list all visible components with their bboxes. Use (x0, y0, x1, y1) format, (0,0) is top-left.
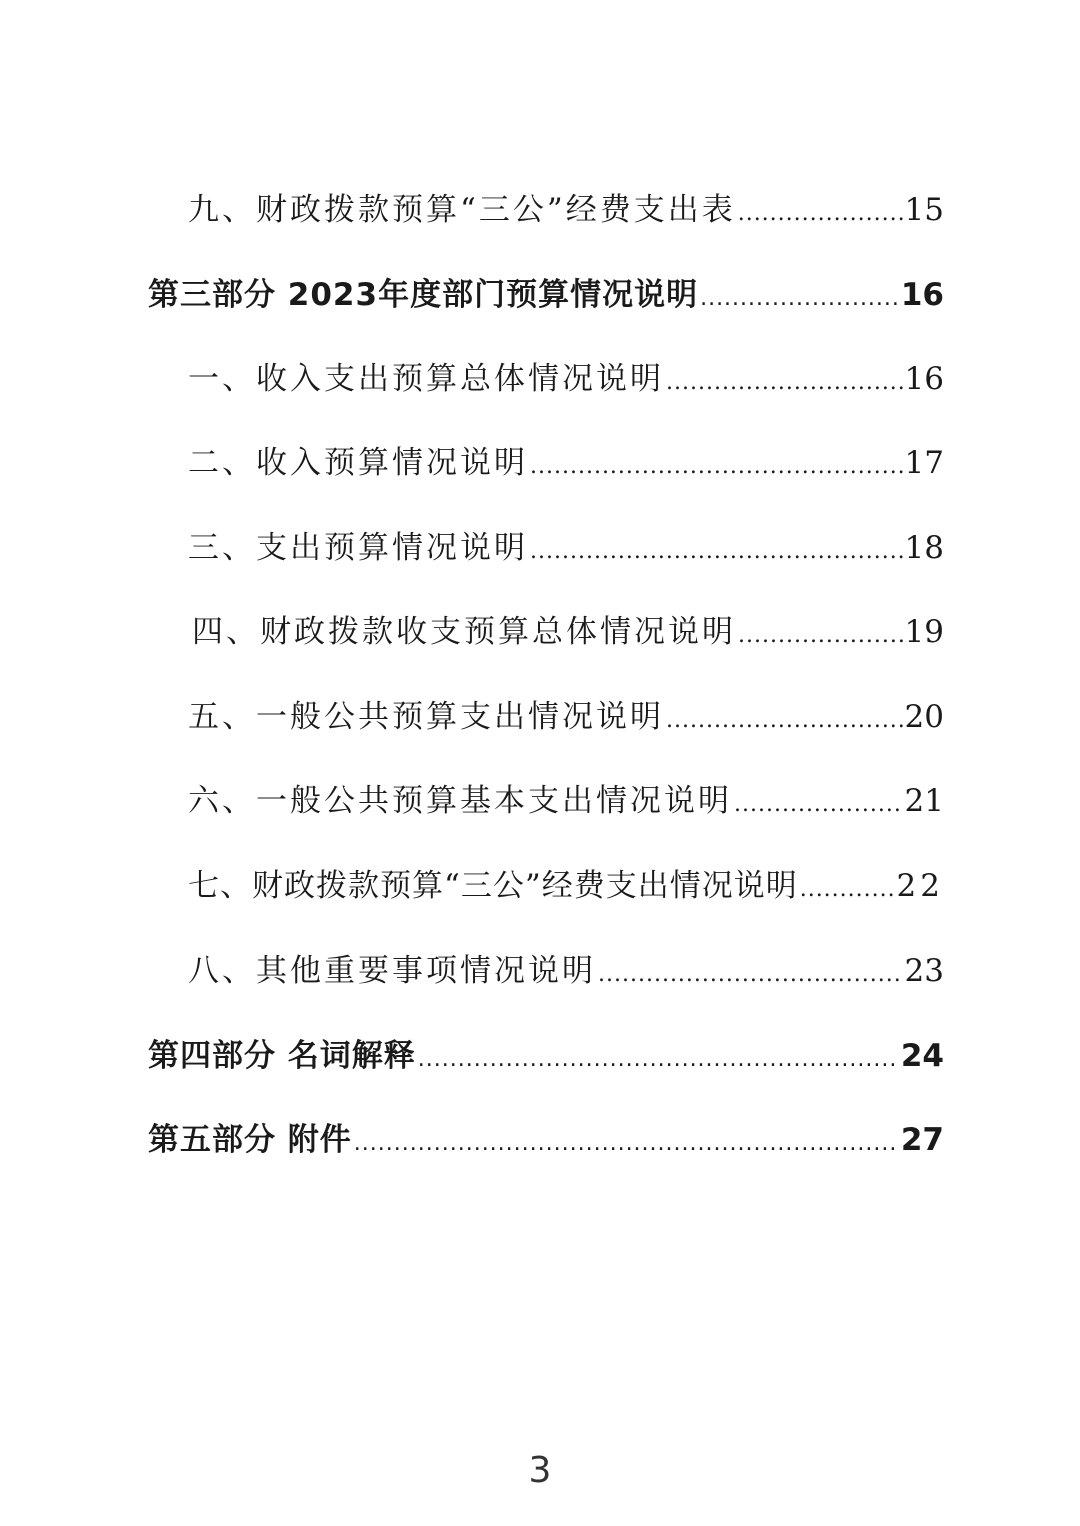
toc-part-entry (148, 1030, 944, 1080)
toc-entry-page: 15 (904, 192, 944, 228)
toc-entry-page: 27 (900, 1122, 944, 1158)
toc-dot-leader (666, 708, 903, 733)
toc-entry-page: 16 (900, 277, 944, 313)
toc-entry-page: 18 (904, 530, 944, 566)
toc-entry-page: 24 (900, 1038, 944, 1074)
toc-entry-page: 20 (904, 699, 944, 735)
toc-entry (148, 353, 944, 403)
toc-entry (148, 522, 944, 572)
toc-part-entry (148, 1114, 944, 1164)
toc-entry (148, 606, 944, 656)
page-number: 3 (528, 1450, 552, 1491)
toc-entry (148, 184, 944, 234)
toc-entry-page: 23 (904, 953, 944, 989)
toc-entry-title: 七、财政拨款预算“三公”经费支出情况说明 (188, 868, 798, 904)
toc-part-entry (148, 269, 944, 319)
toc-dot-leader (734, 792, 903, 817)
toc-entry-title: 四、财政拨款收支预算总体情况说明 (192, 614, 736, 650)
toc-entry-title: 二、收入预算情况说明 (188, 445, 528, 481)
toc-entry (148, 945, 944, 995)
toc-entry (148, 775, 944, 825)
toc-entry-title: 第四部分 名词解释 (148, 1038, 416, 1074)
toc-entry-title: 六、一般公共预算基本支出情况说明 (188, 783, 732, 819)
toc-entry-title: 第五部分 附件 (148, 1122, 352, 1158)
toc-dot-leader (700, 286, 899, 311)
toc-entry-page: 22 (896, 868, 944, 904)
toc-entry-page: 16 (904, 361, 944, 397)
toc-dot-leader (598, 962, 903, 987)
toc-entry-title: 一、收入支出预算总体情况说明 (188, 361, 664, 397)
toc-entry-page: 21 (904, 783, 944, 819)
toc-entry-title: 九、财政拨款预算“三公”经费支出表 (188, 192, 736, 228)
toc-dot-leader (354, 1131, 899, 1156)
toc-entry-page: 17 (904, 445, 944, 481)
toc-dot-leader (530, 454, 903, 479)
toc-dot-leader (418, 1047, 899, 1072)
toc-entry (148, 437, 944, 487)
toc-entry-title: 八、其他重要事项情况说明 (188, 953, 596, 989)
toc-dot-leader (738, 201, 903, 226)
toc-dot-leader (800, 877, 895, 902)
toc-entry (148, 860, 944, 910)
toc-dot-leader (530, 539, 903, 564)
toc-entry-title: 第三部分 2023年度部门预算情况说明 (148, 277, 699, 313)
toc-entry-title: 五、一般公共预算支出情况说明 (188, 699, 664, 735)
toc-dot-leader (738, 623, 903, 648)
toc-entry-page: 19 (904, 614, 944, 650)
toc-dot-leader (666, 370, 903, 395)
toc-entry (148, 691, 944, 741)
toc-entry-title: 三、支出预算情况说明 (188, 530, 528, 566)
